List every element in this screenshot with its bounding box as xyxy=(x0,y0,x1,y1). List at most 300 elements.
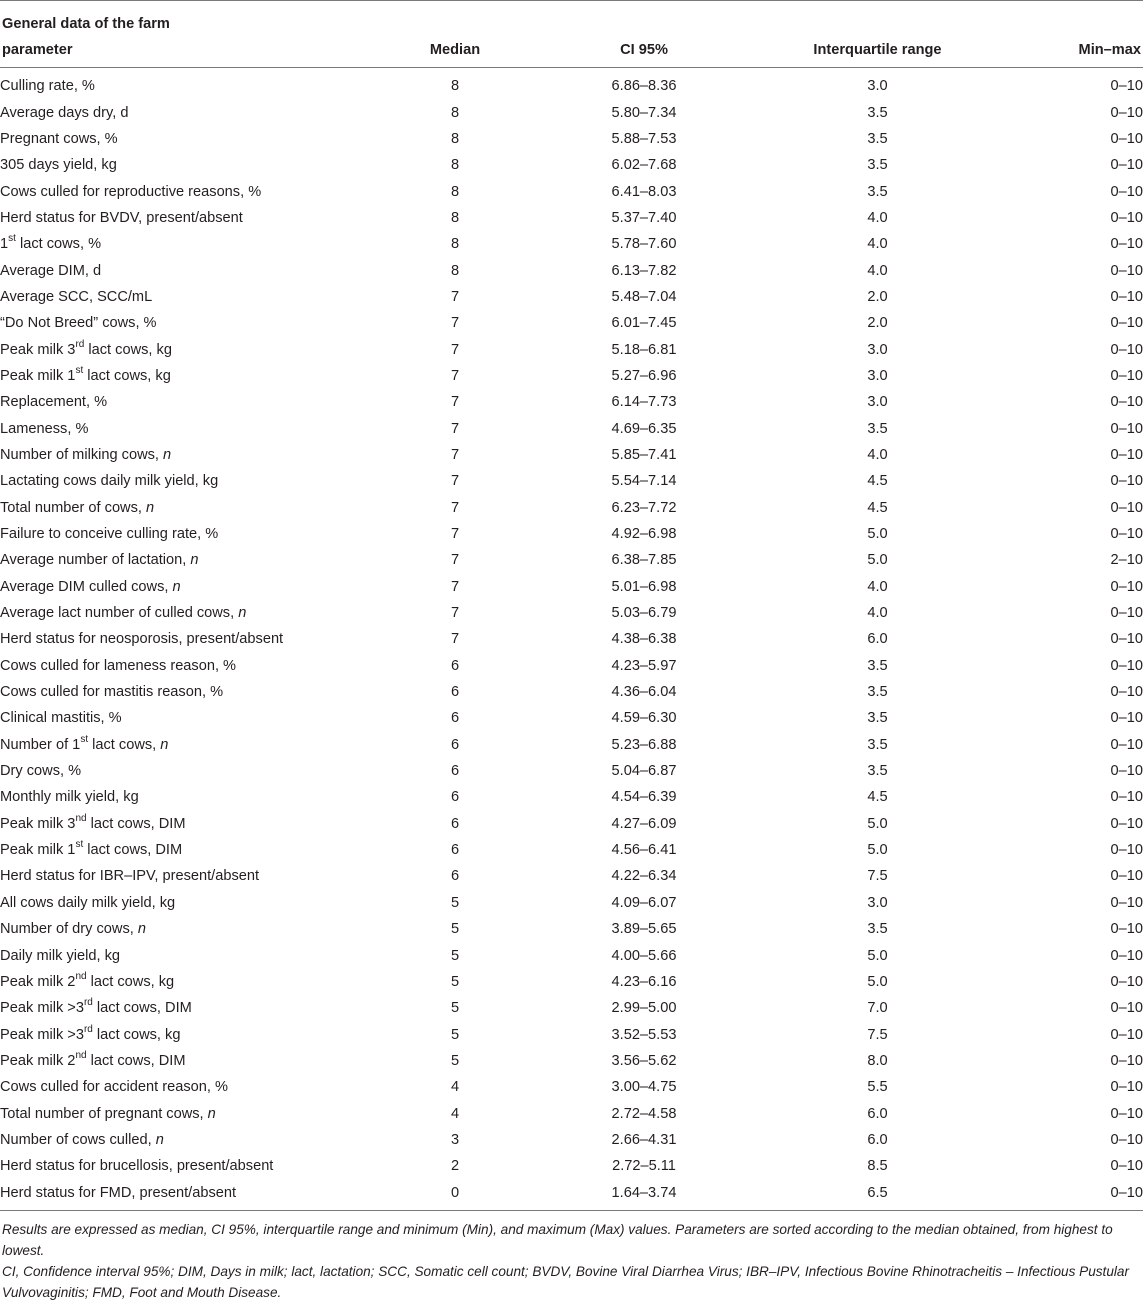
cell-parameter xyxy=(0,863,372,889)
cell-parameter xyxy=(0,942,372,968)
table-body xyxy=(0,68,1143,1211)
cell-iqr: 4.5 xyxy=(867,789,888,806)
parameter-text: Number of dry cows, xyxy=(0,921,138,938)
cell-ci95: 5.88–7.53 xyxy=(611,130,677,147)
cell-parameter xyxy=(0,547,372,573)
table-row xyxy=(0,415,1143,441)
table-row xyxy=(0,942,1143,968)
cell-parameter xyxy=(0,1127,372,1153)
cell-median: 3 xyxy=(450,1131,460,1148)
cell-min-max: 0–10 xyxy=(1110,894,1143,911)
cell-ci95: 6.86–8.36 xyxy=(611,78,677,95)
cell-min-max: 0–10 xyxy=(1110,341,1143,358)
cell-ci95: 4.23–5.97 xyxy=(611,657,677,674)
parameter-text: Clinical mastitis, % xyxy=(0,710,122,727)
cell-min-max: 0–10 xyxy=(1110,183,1143,200)
cell-iqr: 4.0 xyxy=(867,209,888,226)
cell-median: 5 xyxy=(450,947,460,964)
cell-ci95: 6.14–7.73 xyxy=(611,394,677,411)
parameter-text: Herd status for neosporosis, present/absent xyxy=(0,631,284,648)
cell-iqr: 4.0 xyxy=(867,236,888,253)
parameter-text: 1 xyxy=(0,236,9,253)
parameter-text: Peak milk 2 xyxy=(0,1052,76,1069)
table-footnotes xyxy=(0,1211,1143,1303)
cell-parameter xyxy=(0,1074,372,1100)
parameter-text: Daily milk yield, kg xyxy=(0,947,121,964)
cell-iqr: 3.5 xyxy=(867,183,888,200)
cell-median: 8 xyxy=(450,104,460,121)
cell-ci95: 1.64–3.74 xyxy=(538,1179,750,1210)
table-row xyxy=(0,600,1143,626)
cell-min-max: 0–10 xyxy=(1110,1158,1143,1175)
cell-parameter xyxy=(0,178,372,204)
cell-parameter xyxy=(0,205,372,231)
cell-ci95: 4.59–6.30 xyxy=(611,710,677,727)
cell-parameter xyxy=(0,574,372,600)
table-row xyxy=(0,1074,1143,1100)
cell-ci95: 5.27–6.96 xyxy=(611,367,677,384)
table-row xyxy=(0,732,1143,758)
cell-median: 5 xyxy=(450,1052,460,1069)
cell-min-max: 0–10 xyxy=(1110,1079,1143,1096)
cell-parameter xyxy=(0,68,372,100)
cell-parameter xyxy=(0,679,372,705)
cell-ci95: 6.13–7.82 xyxy=(611,262,677,279)
cell-ci95: 6.41–8.03 xyxy=(611,183,677,200)
table-row xyxy=(0,284,1143,310)
parameter-italic-unit: n xyxy=(172,578,181,595)
cell-iqr: 5.0 xyxy=(867,552,888,569)
table-row xyxy=(0,389,1143,415)
table-row xyxy=(0,758,1143,784)
parameter-text: Total number of pregnant cows, xyxy=(0,1105,208,1122)
parameter-superscript: nd xyxy=(75,1050,87,1062)
cell-iqr: 3.5 xyxy=(867,657,888,674)
cell-median: 6 xyxy=(450,736,460,753)
cell-min-max: 0–10 xyxy=(1110,526,1143,543)
table-row xyxy=(0,837,1143,863)
cell-parameter xyxy=(0,890,372,916)
cell-parameter xyxy=(0,1021,372,1047)
cell-median: 8 xyxy=(450,183,460,200)
parameter-text-suffix: lact cows, kg xyxy=(92,1026,181,1043)
cell-iqr: 3.5 xyxy=(867,420,888,437)
cell-min-max: 0–10 xyxy=(1110,209,1143,226)
cell-ci95: 5.23–6.88 xyxy=(611,736,677,753)
cell-iqr: 5.0 xyxy=(867,947,888,964)
parameter-text-suffix: lact cows, kg xyxy=(83,367,171,384)
cell-parameter xyxy=(0,653,372,679)
parameter-text: Culling rate, % xyxy=(0,78,95,95)
table-row xyxy=(0,231,1143,257)
parameter-text: Peak milk 1 xyxy=(0,367,76,384)
table-row xyxy=(0,205,1143,231)
cell-min-max: 0–10 xyxy=(1110,446,1143,463)
cell-parameter xyxy=(0,626,372,652)
parameter-text: “Do Not Breed” cows, % xyxy=(0,315,157,332)
parameter-text: Failure to conceive culling rate, % xyxy=(0,526,219,543)
parameter-text: Cows culled for lameness reason, % xyxy=(0,657,237,674)
table-row xyxy=(0,336,1143,362)
cell-ci95: 4.09–6.07 xyxy=(611,894,677,911)
cell-parameter xyxy=(0,916,372,942)
cell-min-max: 0–10 xyxy=(1110,104,1143,121)
cell-parameter xyxy=(0,415,372,441)
table-row xyxy=(0,969,1143,995)
parameter-text-suffix: lact cows, DIM xyxy=(86,815,186,832)
cell-parameter xyxy=(0,521,372,547)
cell-parameter xyxy=(0,363,372,389)
parameter-italic-unit: n xyxy=(190,552,199,569)
cell-ci95: 6.38–7.85 xyxy=(611,552,677,569)
parameter-superscript: rd xyxy=(75,338,85,350)
cell-ci95: 5.54–7.14 xyxy=(611,473,677,490)
cell-median: 5 xyxy=(450,1000,460,1017)
parameter-text: Number of 1 xyxy=(0,736,81,753)
cell-parameter xyxy=(0,1153,372,1179)
cell-parameter xyxy=(0,152,372,178)
cell-min-max: 0–10 xyxy=(1110,631,1143,648)
cell-parameter xyxy=(0,811,372,837)
cell-min-max: 2–10 xyxy=(1110,552,1143,569)
table-caption: General data of the farm xyxy=(2,16,170,32)
cell-median: 7 xyxy=(450,473,460,490)
cell-min-max: 0–10 xyxy=(1110,868,1143,885)
cell-min-max: 0–10 xyxy=(1110,78,1143,95)
parameter-text: Lactating cows daily milk yield, kg xyxy=(0,473,219,490)
cell-parameter xyxy=(0,495,372,521)
cell-iqr: 3.5 xyxy=(867,736,888,753)
parameter-text: Total number of cows, xyxy=(0,499,147,516)
cell-min-max: 0–10 xyxy=(1110,499,1143,516)
parameter-superscript: st xyxy=(8,233,16,245)
cell-parameter xyxy=(0,257,372,283)
table-row xyxy=(0,310,1143,336)
cell-iqr: 4.5 xyxy=(867,473,888,490)
cell-median: 7 xyxy=(450,552,460,569)
cell-parameter xyxy=(0,284,372,310)
cell-min-max: 0–10 xyxy=(1110,605,1143,622)
cell-median: 7 xyxy=(450,499,460,516)
cell-ci95: 5.48–7.04 xyxy=(611,288,677,305)
parameter-superscript: st xyxy=(75,839,84,851)
cell-median: 7 xyxy=(450,315,460,332)
cell-median: 6 xyxy=(450,684,460,701)
cell-iqr: 4.5 xyxy=(867,499,888,516)
table-row xyxy=(0,679,1143,705)
cell-iqr: 3.0 xyxy=(867,78,888,95)
parameter-text: Average number of lactation, xyxy=(0,552,191,569)
cell-median: 8 xyxy=(450,209,460,226)
header-ci95: CI 95% xyxy=(538,33,750,68)
cell-min-max: 0–10 xyxy=(1110,789,1143,806)
cell-iqr: 3.5 xyxy=(867,763,888,780)
cell-min-max: 0–10 xyxy=(1110,763,1143,780)
table-row xyxy=(0,811,1143,837)
cell-median: 6 xyxy=(450,763,460,780)
cell-min-max: 0–10 xyxy=(1110,130,1143,147)
table-row xyxy=(0,705,1143,731)
cell-iqr: 5.5 xyxy=(867,1079,888,1096)
parameter-text-suffix: lact cows, xyxy=(88,736,161,753)
cell-median: 7 xyxy=(450,631,460,648)
cell-median: 8 xyxy=(450,236,460,253)
parameter-text: Peak milk 3 xyxy=(0,815,76,832)
cell-parameter xyxy=(0,784,372,810)
cell-ci95: 3.56–5.62 xyxy=(611,1052,677,1069)
cell-min-max: 0–10 xyxy=(1110,842,1143,859)
cell-min-max: 0–10 xyxy=(1110,1000,1143,1017)
cell-min-max: 0–10 xyxy=(1110,657,1143,674)
cell-parameter xyxy=(0,126,372,152)
parameter-text: Average days dry, d xyxy=(0,104,129,121)
table-row xyxy=(0,784,1143,810)
cell-iqr: 4.0 xyxy=(867,605,888,622)
cell-parameter xyxy=(0,1100,372,1126)
cell-iqr: 6.5 xyxy=(750,1179,1005,1210)
cell-median: 6 xyxy=(450,710,460,727)
cell-ci95: 4.22–6.34 xyxy=(611,868,677,885)
cell-ci95: 2.99–5.00 xyxy=(611,1000,677,1017)
cell-ci95: 4.92–6.98 xyxy=(611,526,677,543)
cell-min-max: 0–10 xyxy=(1110,815,1143,832)
cell-iqr: 3.5 xyxy=(867,130,888,147)
cell-iqr: 2.0 xyxy=(867,315,888,332)
table-row xyxy=(0,178,1143,204)
cell-iqr: 3.5 xyxy=(867,157,888,174)
parameter-italic-unit: n xyxy=(163,446,172,463)
parameter-text: Herd status for IBR–IPV, present/absent xyxy=(0,868,260,885)
table-row xyxy=(0,495,1143,521)
cell-ci95: 5.78–7.60 xyxy=(611,236,677,253)
parameter-text: Lameness, % xyxy=(0,420,89,437)
cell-iqr: 3.0 xyxy=(867,341,888,358)
parameter-superscript: nd xyxy=(75,971,87,982)
cell-parameter xyxy=(0,442,372,468)
cell-min-max: 0–10 xyxy=(1110,1052,1143,1069)
cell-median: 6 xyxy=(450,789,460,806)
header-median: Median xyxy=(372,33,538,68)
cell-min-max: 0–10 xyxy=(1110,1131,1143,1148)
cell-iqr: 3.5 xyxy=(867,684,888,701)
cell-parameter xyxy=(0,336,372,362)
cell-iqr: 3.0 xyxy=(867,894,888,911)
cell-ci95: 3.00–4.75 xyxy=(611,1079,677,1096)
cell-min-max: 0–10 xyxy=(1110,315,1143,332)
parameter-text: Number of cows culled, xyxy=(0,1131,156,1148)
cell-iqr: 4.0 xyxy=(867,578,888,595)
cell-ci95: 5.37–7.40 xyxy=(611,209,677,226)
cell-min-max: 0–10 xyxy=(1110,578,1143,595)
cell-min-max: 0–10 xyxy=(1110,973,1143,990)
header-min-max: Min–max xyxy=(1005,33,1143,68)
parameter-text-suffix: lact cows, kg xyxy=(86,973,175,990)
cell-ci95: 5.85–7.41 xyxy=(611,446,677,463)
parameter-italic-unit: n xyxy=(160,736,169,753)
cell-min-max: 0–10 xyxy=(1110,262,1143,279)
table-row xyxy=(0,152,1143,178)
cell-min-max: 0–10 xyxy=(1110,236,1143,253)
cell-median: 0 xyxy=(372,1179,538,1210)
cell-ci95: 6.02–7.68 xyxy=(611,157,677,174)
table-row xyxy=(0,468,1143,494)
cell-median: 7 xyxy=(450,341,460,358)
table-row xyxy=(0,916,1143,942)
cell-median: 8 xyxy=(450,157,460,174)
parameter-text: Number of milking cows, xyxy=(0,446,164,463)
cell-min-max: 0–10 xyxy=(1110,473,1143,490)
cell-ci95: 3.52–5.53 xyxy=(611,1026,677,1043)
cell-parameter xyxy=(0,600,372,626)
parameter-text: Peak milk >3 xyxy=(0,1026,84,1043)
cell-min-max: 0–10 xyxy=(1110,157,1143,174)
cell-iqr: 7.5 xyxy=(867,1026,888,1043)
cell-iqr: 3.5 xyxy=(867,710,888,727)
cell-parameter xyxy=(0,231,372,257)
cell-iqr: 6.0 xyxy=(867,1105,888,1122)
cell-iqr: 5.0 xyxy=(867,526,888,543)
cell-min-max: 0–10 xyxy=(1110,736,1143,753)
table-row xyxy=(0,1153,1143,1179)
parameter-text: Herd status for FMD, present/absent xyxy=(0,1184,237,1201)
table-row xyxy=(0,653,1143,679)
cell-ci95: 3.89–5.65 xyxy=(611,921,677,938)
cell-median: 5 xyxy=(450,894,460,911)
cell-min-max: 0–10 xyxy=(1110,367,1143,384)
cell-iqr: 5.0 xyxy=(867,842,888,859)
cell-iqr: 3.0 xyxy=(867,394,888,411)
cell-median: 4 xyxy=(450,1105,460,1122)
cell-median: 2 xyxy=(450,1158,460,1175)
table-row xyxy=(0,1021,1143,1047)
table-row xyxy=(0,363,1143,389)
footnote-abbreviations: CI, Confidence interval 95%; DIM, Days in milk; lact, lactation; SCC, Somatic cell count; BVDV, Bovine Viral Diarrhea Virus; IBR–IPV, Infectious Bovine Rhinotracheitis – Infectious Pustular Vulvovaginitis; FMD, Foot and Mouth Disease. xyxy=(2,1263,1130,1300)
cell-median: 7 xyxy=(450,420,460,437)
cell-ci95: 5.18–6.81 xyxy=(611,341,677,358)
cell-parameter xyxy=(0,389,372,415)
cell-ci95: 2.72–4.58 xyxy=(611,1105,677,1122)
parameter-text: Monthly milk yield, kg xyxy=(0,789,139,806)
table-row xyxy=(0,442,1143,468)
table-row xyxy=(0,574,1143,600)
parameter-text: 305 days yield, kg xyxy=(0,157,117,174)
parameter-text: All cows daily milk yield, kg xyxy=(0,894,176,911)
parameter-text: Peak milk 1 xyxy=(0,842,76,859)
parameter-superscript: st xyxy=(75,365,84,377)
parameter-text: Average lact number of culled cows, xyxy=(0,605,239,622)
cell-min-max: 0–10 xyxy=(1110,710,1143,727)
table-row xyxy=(0,99,1143,125)
parameter-text-suffix: lact cows, DIM xyxy=(83,842,183,859)
table-row xyxy=(0,1127,1143,1153)
parameter-superscript: rd xyxy=(83,1023,93,1035)
cell-median: 7 xyxy=(450,394,460,411)
cell-min-max: 0–10 xyxy=(1110,420,1143,437)
parameter-text: Herd status for brucellosis, present/absent xyxy=(0,1158,274,1175)
parameter-italic-unit: n xyxy=(238,605,247,622)
parameter-text-suffix: lact cows, DIM xyxy=(92,1000,192,1017)
cell-parameter xyxy=(0,969,372,995)
parameter-italic-unit: n xyxy=(207,1105,216,1122)
parameter-text: Herd status for BVDV, present/absent xyxy=(0,209,243,226)
table-header-row xyxy=(0,33,1143,68)
parameter-text: Dry cows, % xyxy=(0,763,82,780)
parameter-superscript: st xyxy=(80,733,89,745)
table-row xyxy=(0,68,1143,100)
cell-median: 5 xyxy=(450,1026,460,1043)
cell-median: 7 xyxy=(450,446,460,463)
cell-min-max: 0–10 xyxy=(1110,684,1143,701)
cell-median: 8 xyxy=(450,130,460,147)
parameter-text: Replacement, % xyxy=(0,394,108,411)
cell-parameter xyxy=(0,732,372,758)
cell-median: 6 xyxy=(450,868,460,885)
parameter-text: Average DIM, d xyxy=(0,262,102,279)
table-row xyxy=(0,626,1143,652)
table-row xyxy=(0,1179,1143,1210)
cell-ci95: 4.00–5.66 xyxy=(611,947,677,964)
cell-min-max: 0–10 xyxy=(1110,394,1143,411)
cell-parameter xyxy=(0,995,372,1021)
cell-median: 5 xyxy=(450,921,460,938)
cell-iqr: 3.5 xyxy=(867,921,888,938)
cell-ci95: 4.27–6.09 xyxy=(611,815,677,832)
cell-ci95: 4.36–6.04 xyxy=(611,684,677,701)
footnote-results: Results are expressed as median, CI 95%, interquartile range and minimum (Min), and maximum (Max) values. Parameters are sorted according to the median obtained, from highest to lowest. xyxy=(2,1221,1113,1258)
cell-ci95: 5.04–6.87 xyxy=(611,763,677,780)
table-row xyxy=(0,995,1143,1021)
cell-parameter xyxy=(0,99,372,125)
cell-parameter xyxy=(0,758,372,784)
parameter-text-suffix: lact cows, kg xyxy=(84,341,172,358)
cell-median: 5 xyxy=(450,973,460,990)
cell-ci95: 2.66–4.31 xyxy=(611,1131,677,1148)
cell-ci95: 5.01–6.98 xyxy=(611,578,677,595)
cell-parameter xyxy=(0,468,372,494)
cell-median: 7 xyxy=(450,367,460,384)
parameter-text: Average SCC, SCC/mL xyxy=(0,288,153,305)
parameter-italic-unit: n xyxy=(137,921,146,938)
cell-ci95: 4.38–6.38 xyxy=(611,631,677,648)
cell-median: 6 xyxy=(450,842,460,859)
cell-median: 7 xyxy=(450,578,460,595)
parameter-text: Peak milk >3 xyxy=(0,1000,84,1017)
cell-iqr: 5.0 xyxy=(867,973,888,990)
cell-iqr: 8.5 xyxy=(867,1158,888,1175)
cell-ci95: 4.54–6.39 xyxy=(611,789,677,806)
parameter-text: Cows culled for reproductive reasons, % xyxy=(0,183,262,200)
cell-min-max: 0–10 xyxy=(1005,1179,1143,1210)
table-row xyxy=(0,1048,1143,1074)
table-caption-row xyxy=(0,5,1143,33)
cell-iqr: 3.5 xyxy=(867,104,888,121)
parameter-text: Cows culled for accident reason, % xyxy=(0,1079,228,1096)
cell-iqr: 6.0 xyxy=(867,631,888,648)
cell-iqr: 7.0 xyxy=(867,1000,888,1017)
header-parameter: parameter xyxy=(0,33,372,68)
parameter-text: Cows culled for mastitis reason, % xyxy=(0,684,224,701)
table-row xyxy=(0,521,1143,547)
header-iqr: Interquartile range xyxy=(750,33,1005,68)
cell-iqr: 4.0 xyxy=(867,446,888,463)
cell-ci95: 6.23–7.72 xyxy=(611,499,677,516)
cell-min-max: 0–10 xyxy=(1110,1105,1143,1122)
parameter-text-suffix: lact cows, % xyxy=(15,236,102,253)
cell-parameter xyxy=(0,310,372,336)
cell-median: 4 xyxy=(450,1079,460,1096)
table-row xyxy=(0,257,1143,283)
parameter-superscript: nd xyxy=(75,812,87,824)
